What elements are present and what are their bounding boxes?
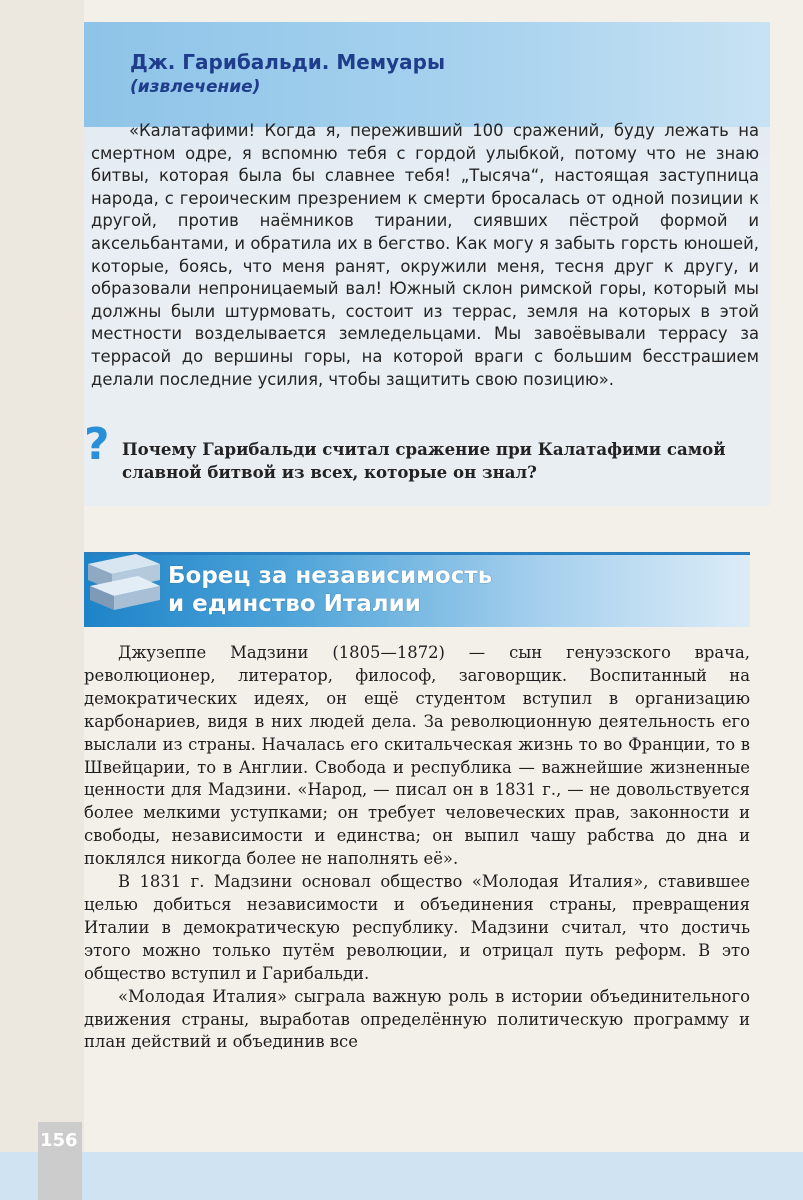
- section-title-line-2: и единство Италии: [168, 591, 421, 617]
- paragraph-3: «Молодая Италия» сыграла важную роль в истории объединительного движения страны, выработав определённую политическую программу и план действий и объединив все: [84, 986, 750, 1052]
- question-mark-icon: ?: [84, 419, 110, 470]
- section-title: [168, 562, 492, 618]
- page-number: 156: [40, 1130, 78, 1151]
- section-title-line-1: Борец за независимость: [168, 563, 493, 589]
- main-text: [84, 642, 750, 1054]
- footer-band: [0, 1152, 803, 1200]
- paragraph-2: В 1831 г. Мадзини основал общество «Молодая Италия», ставившее целью добиться независимости и объединения страны, превращения Италии в демократическую республику. Мадзини считал, что достичь этого можно только путём революции, и отрицал путь реформ. В это общество вступил и Гарибальди.: [84, 872, 750, 983]
- books-icon: [84, 534, 164, 614]
- source-subtitle: (извлечение): [130, 77, 261, 97]
- source-quote: «Калатафими! Когда я, переживший 100 сражений, буду лежать на смертном одре, я вспомню тебя с гордой улыбкой, потому что не знаю битвы, которая была бы славнее тебя! „Тысяча“, настоящая заступница народа, с героическим презрением к смерти бросалась от одной позиции к другой, против наёмников тирании, сиявших пёстрой формой и аксельбантами, и обратила их в бегство. Как могу я забыть горсть юношей, которые, боясь, что меня ранят, окружили меня, тесня друг к другу, и образовали непроницаемый вал! Южный склон римской горы, который мы должны были штурмовать, состоит из террас, земля на которых в этой местности возделывается земледельцами. Мы завоёвывали террасу за террасой до вершины горы, на которой враги с большим бесстрашием делали последние усилия, чтобы защитить свою позицию».: [91, 121, 759, 389]
- review-question: Почему Гарибальди считал сражение при Калатафими самой славной битвой из всех, которые он знал?: [122, 439, 726, 482]
- source-box-header: [84, 22, 770, 127]
- paragraph-1: Джузеппе Мадзини (1805—1872) — сын генуэзского врача, революционер, литератор, философ, заговорщик. Воспитанный на демократических идеях, он ещё студентом вступил в организацию карбонариев, видя в них людей дела. За революционную деятельность его выслали из страны. Началась его скитальческая жизнь то во Франции, то в Швейцарии, то в Англии. Свобода и республика — важнейшие жизненные ценности для Мадзини. «Народ, — писал он в 1831 г., — не довольствуется более мелкими уступками; он требует человеческих прав, законности и свободы, независимости и единства; он выпил чашу рабства до дна и поклялся никогда более не наполнять её».: [84, 643, 750, 869]
- source-title: Дж. Гарибальди. Мемуары: [130, 50, 446, 74]
- page-margin-strip: [0, 0, 84, 1200]
